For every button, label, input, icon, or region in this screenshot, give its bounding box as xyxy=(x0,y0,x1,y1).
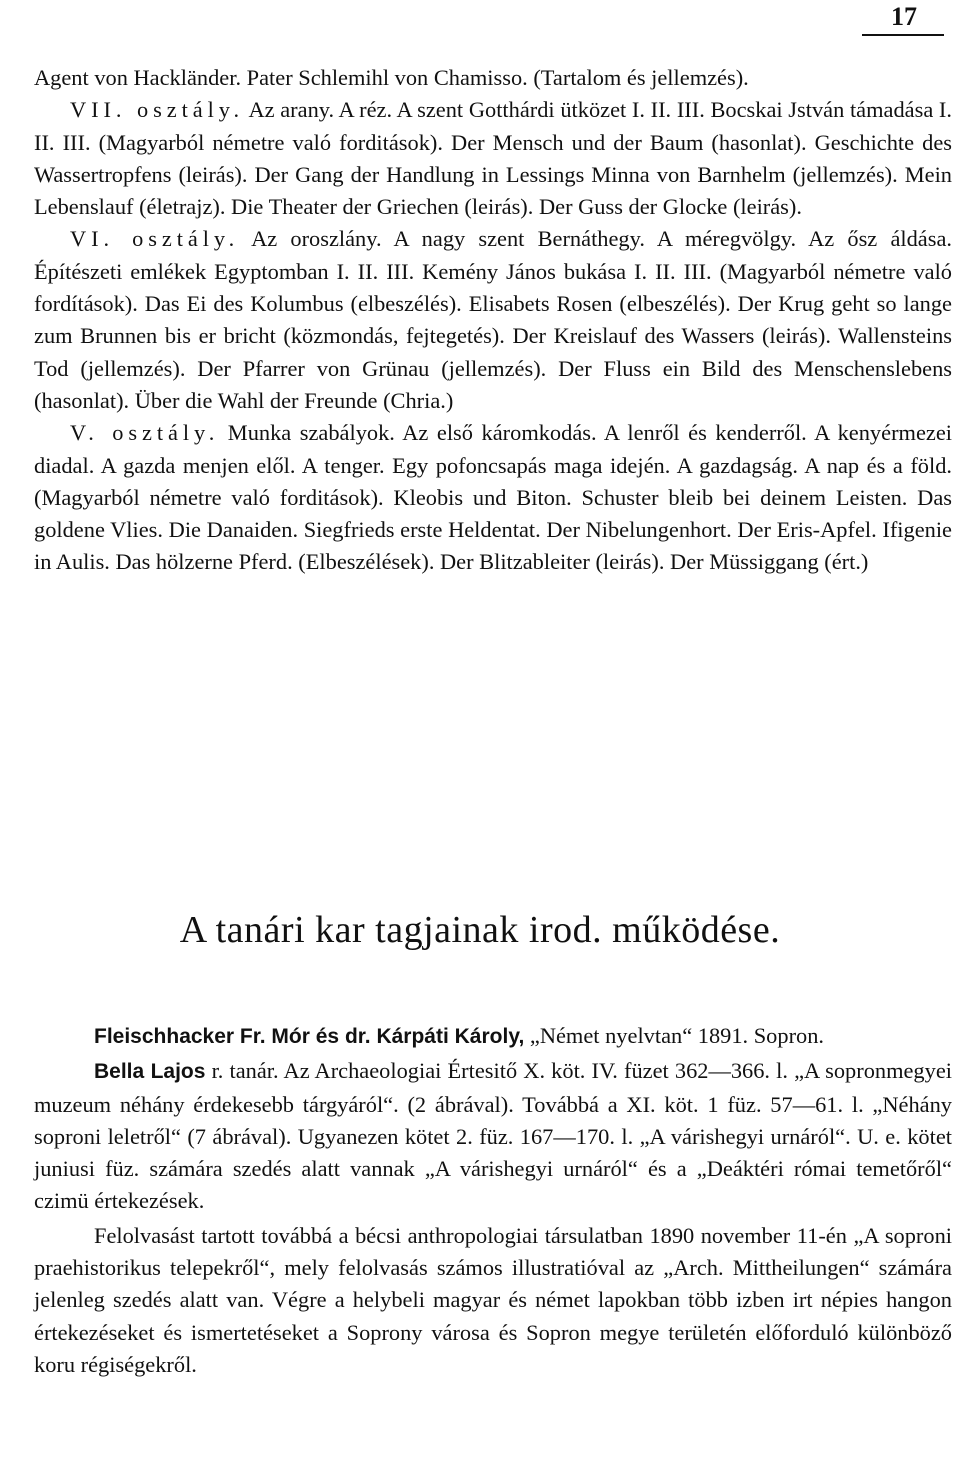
page-number-rule xyxy=(862,34,944,36)
class-6-topics: Az oroszlány. A nagy szent Bernáthegy. A méregvölgy. Az ősz áldása. Építészeti emlékek Egyptomban I. II. III. Kemény János bukása I. II. III. (Magyarból németre való fordítások). Das Ei des Kolumbus (elbeszélés). Elisabets Rosen (elbeszélés). Der Krug geht so lange zum Brunnen bis er bricht (közmondás, fejtegetés). Der Kreislauf des Wassers (leirás). Wallensteins Tod (jellemzés). Der Pfarrer von Grünau (jellemzés). Der Fluss ein Bild des Menschenslebens (hasonlat). Über die Wahl der Freunde (Chria.) xyxy=(34,226,952,413)
publication-author: Bella Lajos xyxy=(94,1060,206,1084)
publications-list xyxy=(34,1020,952,1381)
publication-text: „Német nyelvtan“ 1891. Sopron. xyxy=(529,1023,825,1048)
publication-text: r. tanár. Az Archaeologiai Értesitő X. köt. IV. füzet 362—366. l. „A sopronmegyei muzeum néhány érdekesebb tárgyáról“. (2 ábrával). Továbbá a XI. köt. 1 füz. 57—61. l. „Néhány soproni leletről“ (7 ábrával). Ugyanezen kötet 2. füz. 167—170. l. „A várishegyi urnáról“. U. e. kötet juniusi füz. számára szedés alatt vannak „A várishegyi urnáról“ és a „Deáktéri római temetőről“ czimü értekezések. xyxy=(34,1058,952,1214)
class-6-label: VI. osztály. xyxy=(70,226,240,252)
curriculum-opening: Agent von Hackländer. Pater Schlemihl von Chamisso. (Tartalom és jellemzés). xyxy=(34,65,749,90)
class-7-label: VII. osztály. xyxy=(70,97,244,123)
class-6-paragraph xyxy=(34,223,952,417)
curriculum-text xyxy=(34,62,952,579)
section-heading: A tanári kar tagjainak irod. működése. xyxy=(179,909,781,951)
publication-author: Fleischhacker Fr. Mór és dr. Kárpáti Károly, xyxy=(94,1025,525,1048)
class-7-paragraph xyxy=(34,94,952,223)
publication-entry xyxy=(34,1055,952,1217)
publication-entry xyxy=(34,1020,952,1053)
class-5-paragraph xyxy=(34,417,952,578)
class-5-label: V. osztály. xyxy=(70,420,220,446)
class-5-topics: Munka szabályok. Az első káromkodás. A lenről és kenderről. A kenyérmezei diadal. A gazda menjen elől. A tenger. Egy pofoncsapás maga idején. A gazdagság. A nap és a föld. (Magyarból németre való forditások). Kleobis und Biton. Schuster bleib bei deinem Leisten. Das goldene Vlies. Die Danaiden. Siegfrieds erste Heldentat. Der Nibelungenhort. Der Eris-Apfel. Ifigenie in Aulis. Das hölzerne Pferd. (Elbeszélések). Der Blitzableiter (leirás). Der Müssiggang (ért.) xyxy=(34,420,952,575)
class-7-topics: Az arany. A réz. A szent Gotthárdi ütközet I. II. III. Bocskai Jstván támadása I. II. III. (Magyarból németre való forditások). Der Mensch und der Baum (hasonlat). Geschichte des Wassertropfens (leirás). Der Gang der Handlung in Lessings Minna von Barnhelm (jellemzés). Mein Lebenslauf (életrajz). Die Theater der Griechen (leirás). Der Guss der Glocke (leirás). xyxy=(34,97,952,220)
closing-paragraph: Felolvasást tartott továbbá a bécsi anthropologiai társulatban 1890 november 11-én „A soproni praehistorikus telepekről“, mely felolvasás számos illustratióval az „Arch. Mittheilungen“ számára jelenleg szedés alatt van. Végre a helybeli magyar és német lapokban több izben irt népies hangon értekezéseket és ismertetéseket a Soprony városa és Sopron megye területén előforduló különböző koru régiségekről. xyxy=(34,1222,952,1377)
page-number: 17 xyxy=(891,2,917,31)
